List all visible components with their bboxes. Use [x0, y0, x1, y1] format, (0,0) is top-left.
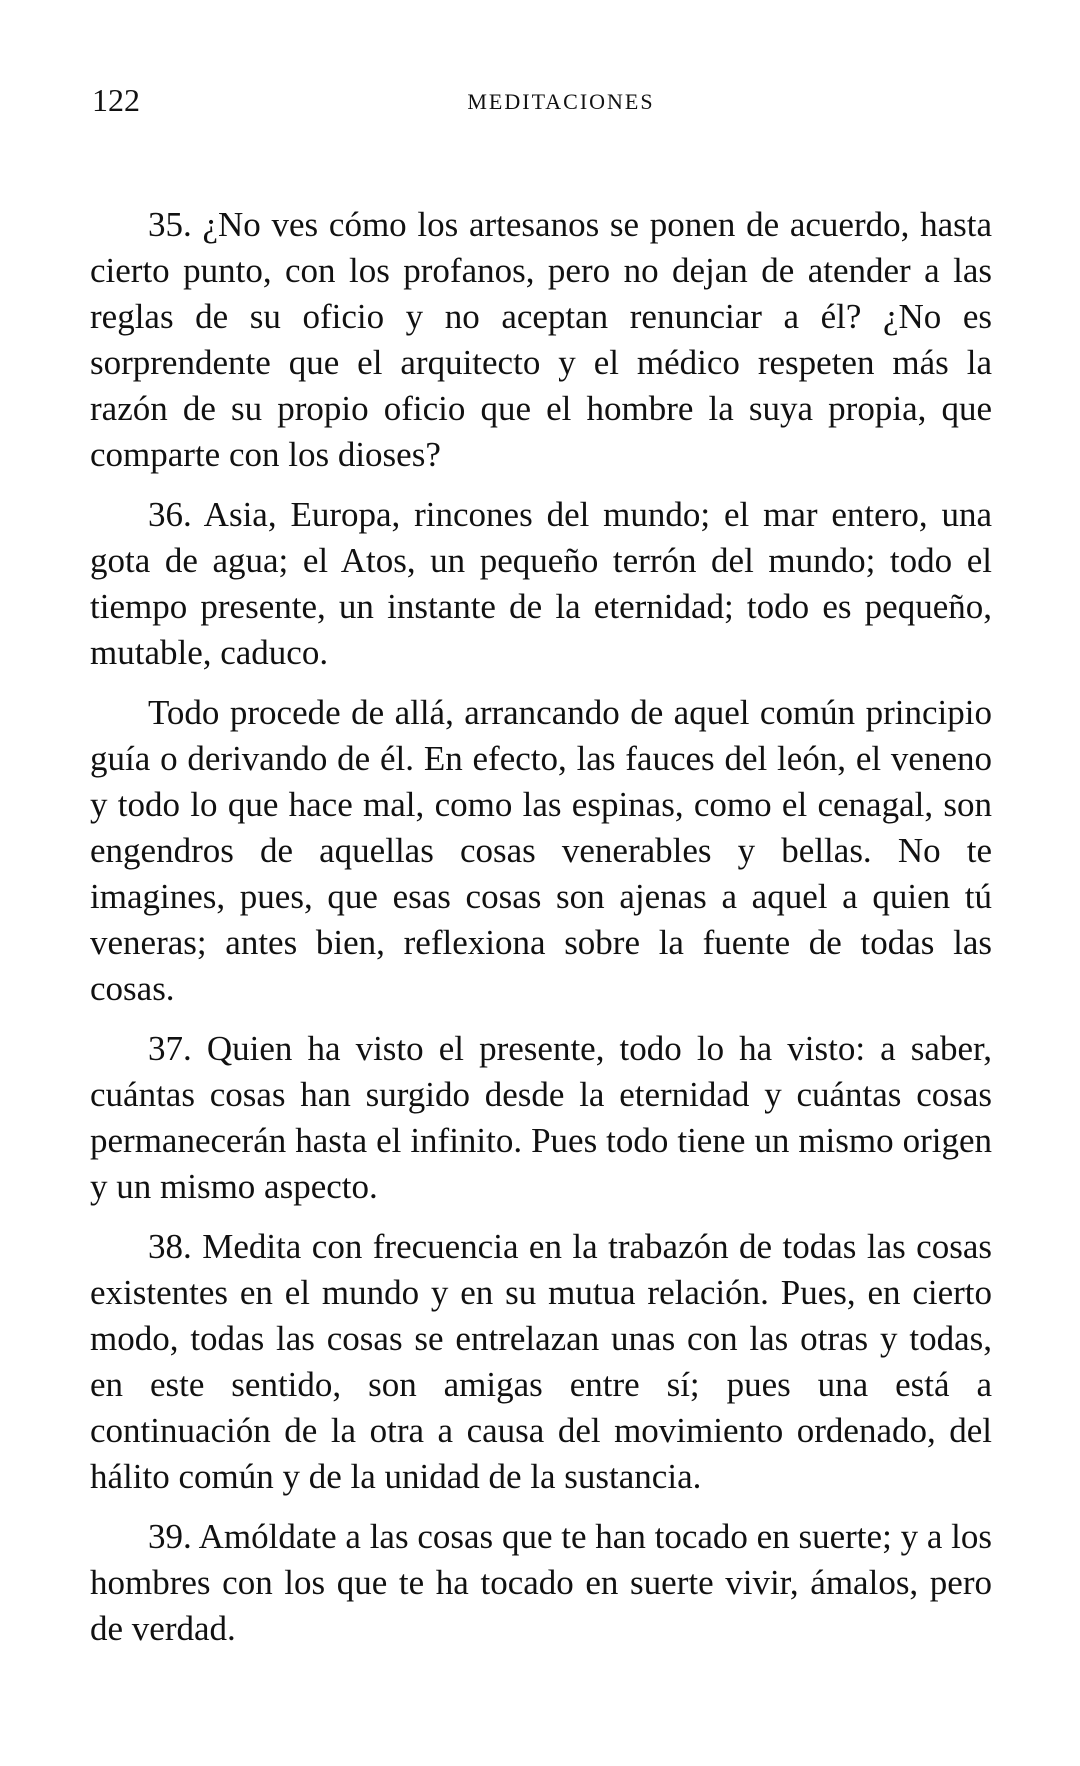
body-text — [90, 202, 992, 1652]
paragraph-37: 37. Quien ha visto el presente, todo lo ha visto: a saber, cuántas cosas han surgido desde la eternidad y cuántas cosas permanecerán hasta el infinito. Pues todo tiene un mismo origen y un mismo aspecto. — [90, 1029, 992, 1206]
paragraph-36-continued: Todo procede de allá, arrancando de aquel común principio guía o derivando de él. En efecto, las fauces del león, el veneno y todo lo que hace mal, como las espinas, como el cenagal, son engendros de aquellas cosas venerables y bellas. No te imagines, pues, que esas cosas son ajenas a aquel a quien tú veneras; antes bien, reflexiona sobre la fuente de todas las cosas. — [90, 693, 992, 1008]
paragraph-36: 36. Asia, Europa, rincones del mundo; el mar entero, una gota de agua; el Atos, un pequeño terrón del mundo; todo el tiempo presente, un instante de la eternidad; todo es pequeño, mutable, caduco. — [90, 495, 992, 672]
running-head — [92, 80, 990, 120]
paragraph-35: 35. ¿No ves cómo los artesanos se ponen de acuerdo, hasta cierto punto, con los profanos, pero no dejan de atender a las reglas de su oficio y no aceptan renunciar a él? ¿No es sorprendente que el arquitecto y el médico respeten más la razón de su propio oficio que el hombre la suya propia, que comparte con los dioses? — [90, 205, 992, 474]
paragraph-38: 38. Medita con frecuencia en la trabazón de todas las cosas existentes en el mundo y en su mutua relación. Pues, en cierto modo, todas las cosas se entrelazan unas con las otras y todas, en este sentido, son amigas entre sí; pues una está a continuación de la otra a causa del movimiento ordenado, del hálito común y de la unidad de la sustancia. — [90, 1227, 992, 1496]
paragraph-39: 39. Amóldate a las cosas que te han tocado en suerte; y a los hombres con los que te ha tocado en suerte vivir, ámalos, pero de verdad. — [90, 1517, 992, 1648]
page-number: 122 — [92, 82, 140, 118]
running-title: MEDITACIONES — [467, 89, 655, 114]
